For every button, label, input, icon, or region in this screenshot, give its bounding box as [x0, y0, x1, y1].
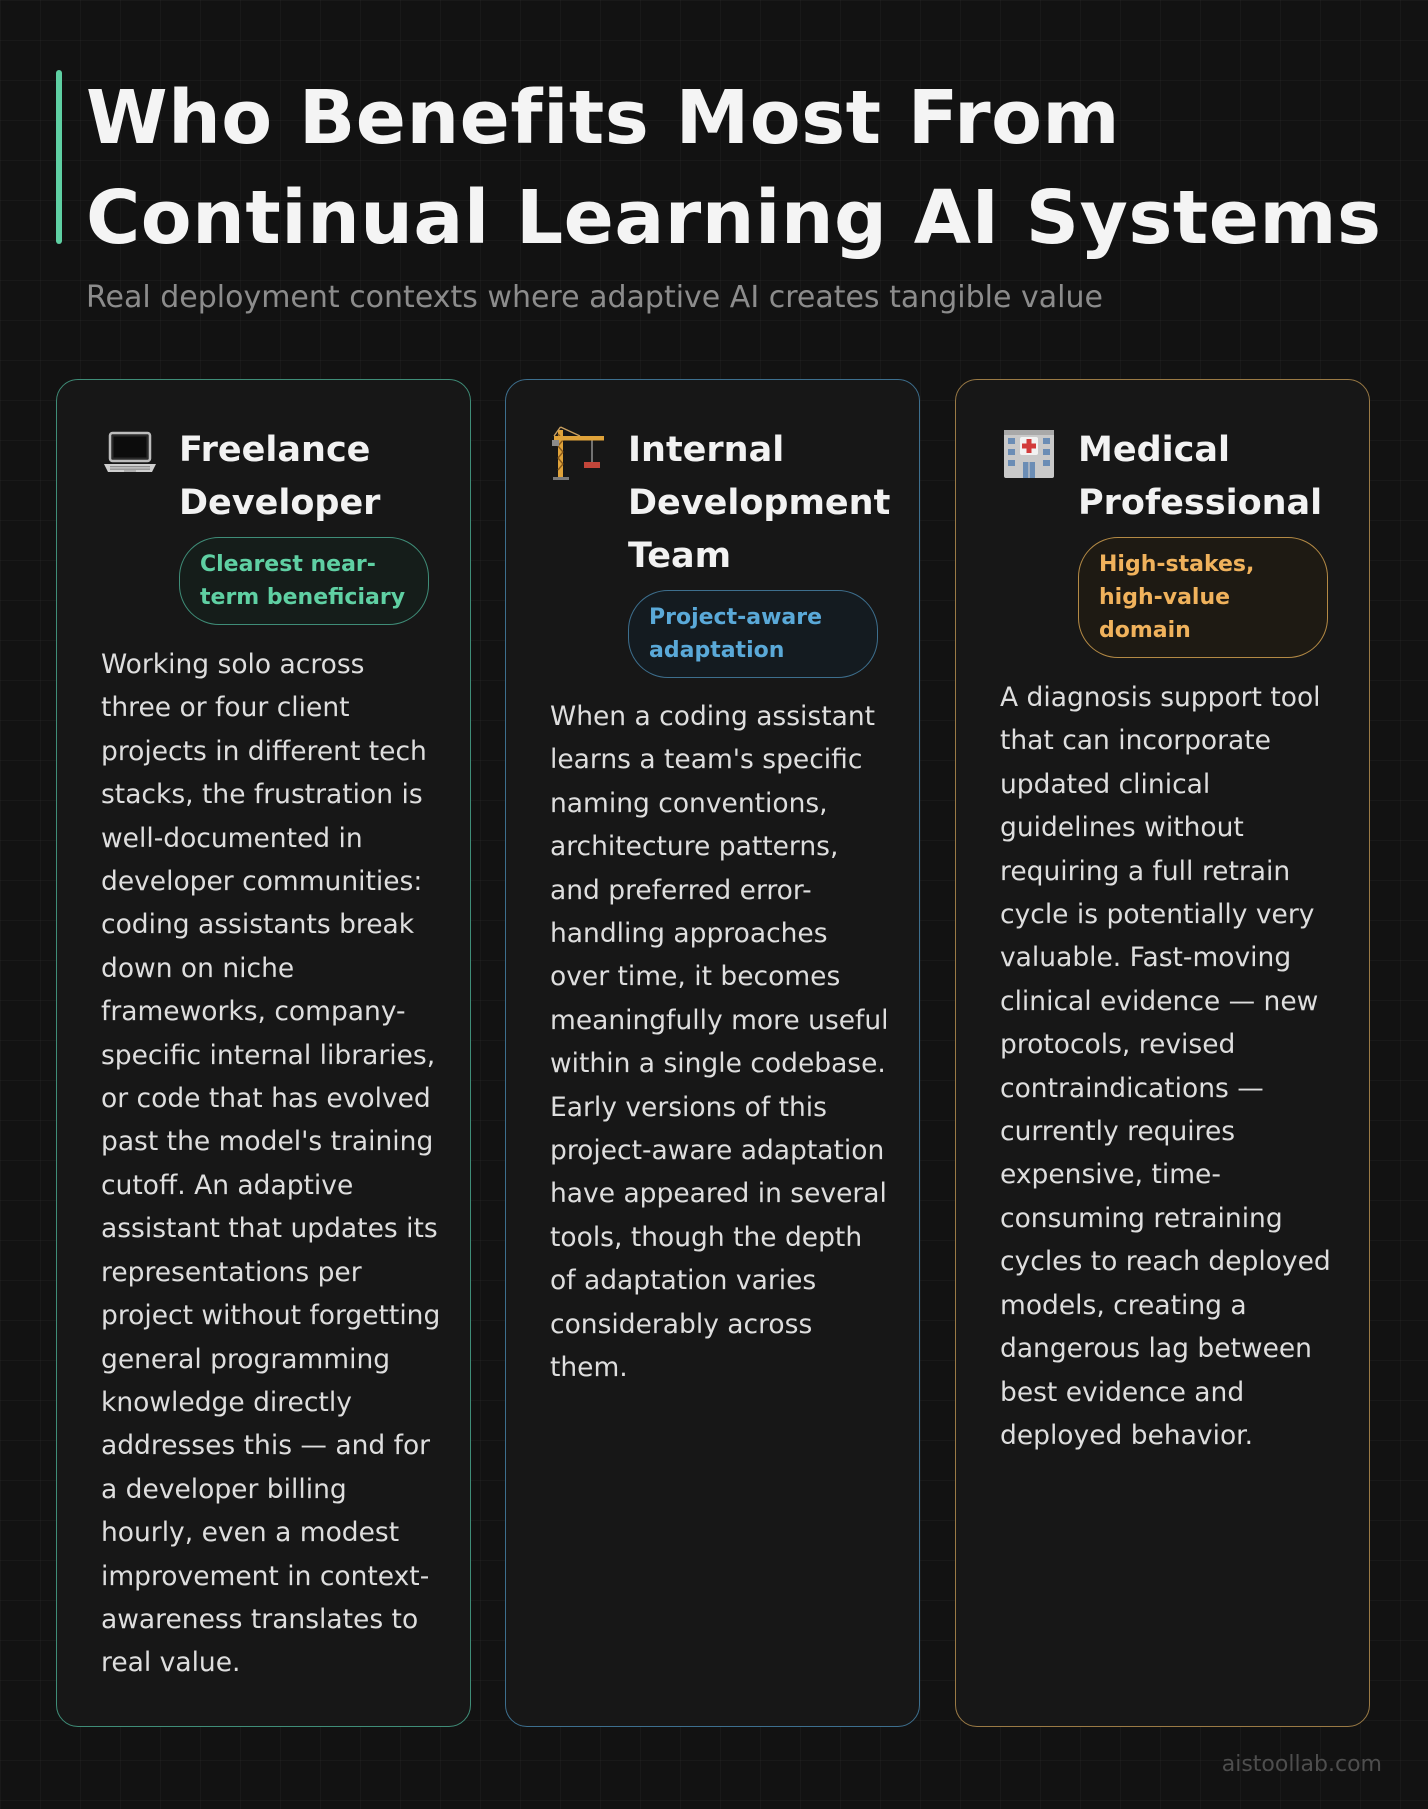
page-title: Who Benefits Most From Continual Learning AI Systems: [86, 75, 1382, 261]
cards-row: [56, 379, 1372, 1729]
card-title: Medical Professional: [1078, 430, 1323, 523]
title-accent-bar: [56, 70, 62, 244]
card-title: Freelance Developer: [179, 430, 381, 523]
card-body: Working solo across three or four client projects in different tech stacks, the frustration is well-documented in developer communities: coding assistants break down on niche frameworks, company-specific internal libraries, or code that has evolved past the model's training cutoff. An adaptive assistant that updates its representations per project without forgetting general programming knowledge directly addresses this — and for a developer billing hourly, even a modest improvement in context-awareness translates to real value.: [101, 649, 441, 1679]
card-body: When a coding assistant learns a team's specific naming conventions, architecture patterns, and preferred error-handling approaches over time, it becomes meaningfully more useful within a single codebase. Early versions of this project-aware adaptation have appeared in several tools, though the depth of adaptation varies considerably across them.: [550, 701, 889, 1384]
crane-icon: [550, 424, 608, 482]
hospital-icon: [1000, 424, 1058, 482]
page-subtitle: Real deployment contexts where adaptive AI creates tangible value: [86, 280, 1103, 315]
card-medical-professional: [955, 379, 1370, 1727]
laptop-icon: [101, 424, 159, 482]
card-freelance-developer: [56, 379, 471, 1727]
card-badge: High-stakes, high-value domain: [1078, 537, 1328, 658]
card-badge: Clearest near-term beneficiary: [179, 537, 429, 625]
footer-site-label: aistoollab.com: [1221, 1752, 1382, 1777]
card-body: A diagnosis support tool that can incorporate updated clinical guidelines without requiring a full retrain cycle is potentially very valuable. Fast-moving clinical evidence — new protocols, revised contraindications — currently requires expensive, time-consuming retraining cycles to reach deployed models, creating a dangerous lag between best evidence and deployed behavior.: [1000, 682, 1331, 1451]
card-internal-development-team: [505, 379, 920, 1727]
card-title: Internal Development Team: [628, 430, 891, 576]
card-badge: Project-aware adaptation: [628, 590, 878, 678]
